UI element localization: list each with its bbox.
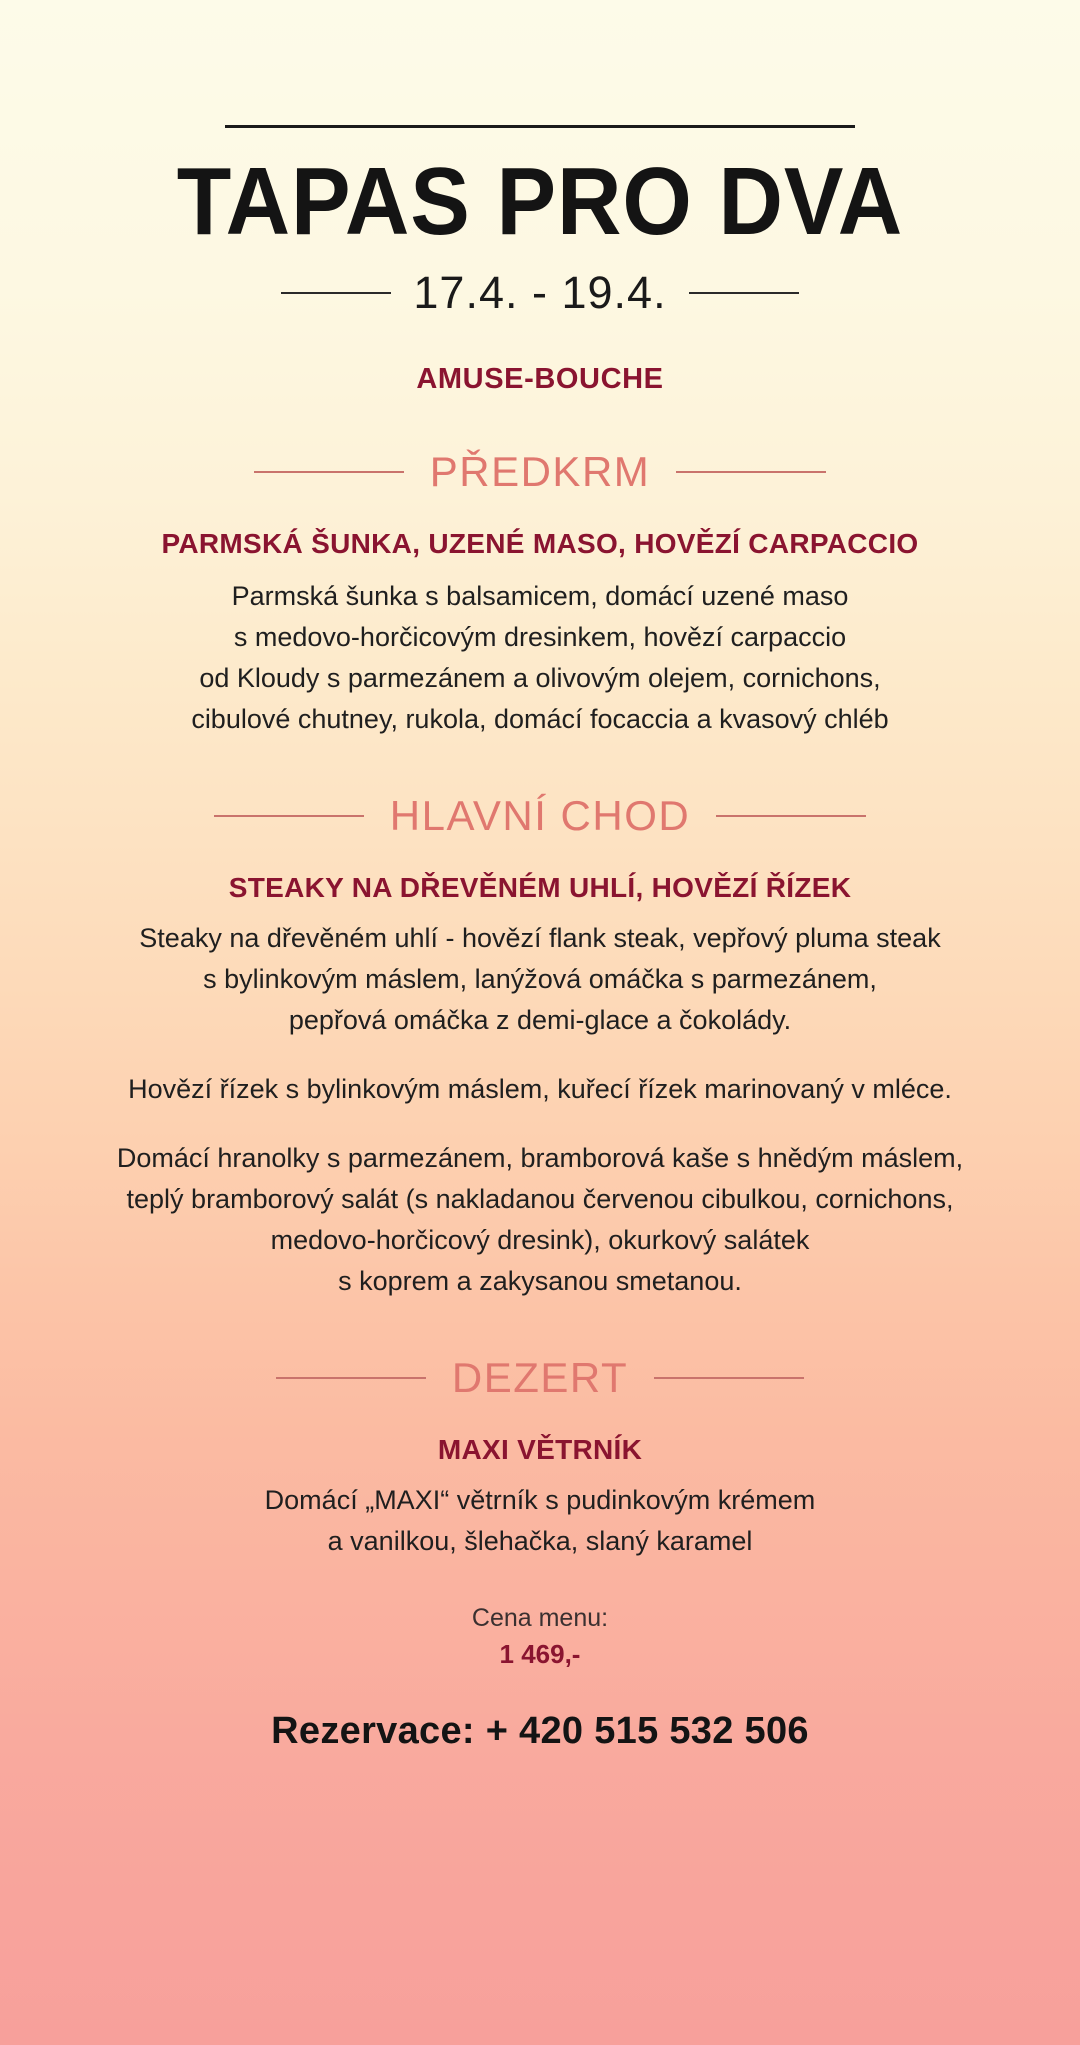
date-right-rule — [689, 292, 799, 294]
section-heading-main — [95, 792, 985, 840]
page-title: TAPAS PRO DVA — [176, 148, 904, 255]
dish-line: s medovo-horčicovým dresinkem, hovězí carpaccio — [233, 621, 847, 652]
dish-line: s koprem a zakysanou smetanou. — [338, 1266, 742, 1297]
date-range-row — [95, 267, 985, 319]
price-value: 1 469,- — [499, 1639, 581, 1670]
dish-title-starter: PARMSKÁ ŠUNKA, UZENÉ MASO, HOVĚZÍ CARPACCIO — [161, 527, 919, 559]
dish-line: cibulové chutney, rukola, domácí focaccia a kvasový chléb — [191, 703, 889, 734]
dish-line: a vanilkou, šlehačka, slaný karamel — [327, 1526, 753, 1557]
dish-title-main: STEAKY NA DŘEVĚNÉM UHLÍ, HOVĚZÍ ŘÍZEK — [228, 871, 852, 903]
price-label: Cena menu: — [471, 1604, 609, 1633]
section-right-rule — [654, 1377, 804, 1379]
section-left-rule — [276, 1377, 426, 1379]
section-title: HLAVNÍ CHOD — [389, 791, 691, 839]
dish-title-dessert: MAXI VĚTRNÍK — [437, 1434, 643, 1466]
section-heading-dessert — [95, 1354, 985, 1402]
dish-line: od Kloudy s parmezánem a olivovým olejem, cornichons, — [199, 662, 881, 693]
dish-description-main-sides — [95, 1138, 985, 1302]
dish-line: teplý bramborový salát (s nakladanou červenou cibulkou, cornichons, — [126, 1184, 954, 1215]
reservation-phone: Rezervace: + 420 515 532 506 — [271, 1710, 809, 1753]
dish-line: Domácí „MAXI“ větrník s pudinkovým krémem — [264, 1485, 816, 1516]
section-title: DEZERT — [451, 1354, 629, 1402]
date-left-rule — [281, 292, 391, 294]
dish-line: Steaky na dřevěném uhlí - hovězí flank steak, vepřový pluma steak — [139, 922, 941, 953]
dish-description-starter — [95, 576, 985, 740]
date-range: 17.4. - 19.4. — [413, 266, 667, 318]
dish-description-main-second: Hovězí řízek s bylinkovým máslem, kuřecí řízek marinovaný v mléce. — [128, 1074, 952, 1105]
section-right-rule — [716, 815, 866, 817]
section-heading-starter — [95, 448, 985, 496]
top-divider — [225, 125, 855, 128]
section-left-rule — [214, 815, 364, 817]
dish-line: medovo-horčicový dresink), okurkový salátek — [270, 1225, 810, 1256]
amuse-bouche-label: AMUSE-BOUCHE — [416, 362, 664, 395]
section-right-rule — [676, 471, 826, 473]
dish-line: Parmská šunka s balsamicem, domácí uzené maso — [231, 580, 849, 611]
menu-poster — [0, 125, 1080, 2045]
dish-description-main — [95, 918, 985, 1041]
dish-line: Domácí hranolky s parmezánem, bramborová kaše s hnědým máslem, — [116, 1143, 964, 1174]
dish-line: pepřová omáčka z demi-glace a čokolády. — [288, 1004, 792, 1035]
dish-line: s bylinkovým máslem, lanýžová omáčka s parmezánem, — [203, 963, 877, 994]
dish-description-dessert — [95, 1480, 985, 1562]
section-left-rule — [254, 471, 404, 473]
section-title: PŘEDKRM — [429, 447, 651, 495]
